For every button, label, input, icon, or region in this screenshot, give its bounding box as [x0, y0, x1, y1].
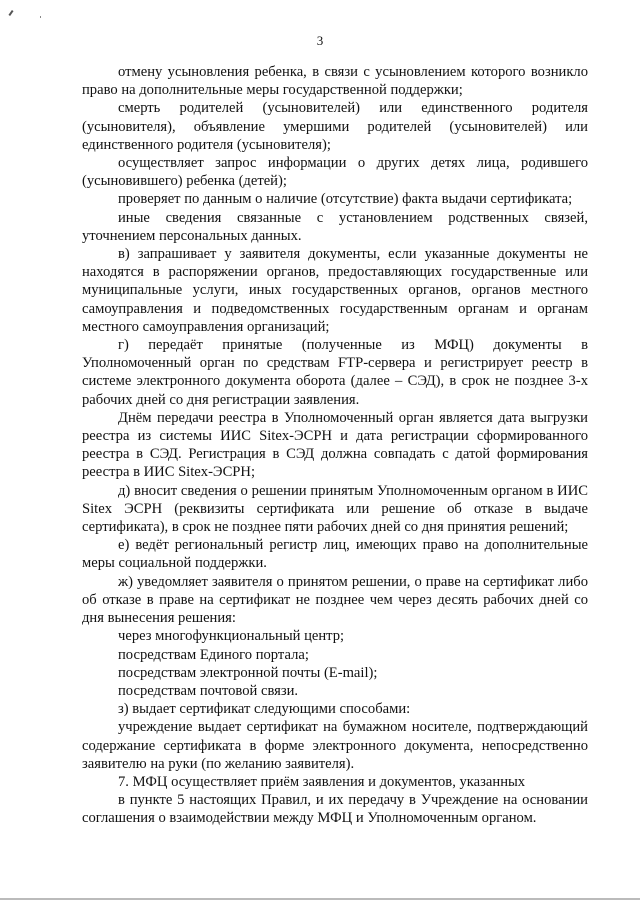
- page-number: 3: [316, 33, 324, 48]
- paragraph-item-v: в) запрашивает у заявителя документы, если указанные документы не находятся в распоряжении органов, предоставляющих государственные или муниципальные услуги, иных государственных органов, органов местного самоуправления и подведомственных государственным органам и органам местного самоуправления организаций;: [82, 246, 588, 335]
- paragraph-item-z: з) выдает сертификат следующими способами:: [118, 701, 411, 718]
- list-item-post: посредствам почтовой связи.: [118, 682, 299, 699]
- scan-artifact-mark: [8, 10, 13, 16]
- document-body: [82, 63, 588, 828]
- paragraph-item-g: г) передаёт принятые (полученные из МФЦ) документы в Уполномоченный орган по средствам FTP-сервера и регистрирует реестр в системе электронного документа оборота (далее – СЭД), в срок не позднее 3-х рабочих дней со дня регистрации заявления.: [82, 337, 588, 408]
- paragraph-item-d: д) вносит сведения о решении принятым Уполномоченным органом в ИИС Sitex ЭСРН (реквизиты сертификата или решение об отказе в выдаче сертификата), в срок не позднее пяти рабочих дней со дня принятия решений;: [82, 482, 588, 536]
- paragraph-section-7-continued: в пункте 5 настоящих Правил, и их передачу в Учреждение на основании соглашения о взаимодействии между МФЦ и Уполномоченным органом.: [82, 792, 588, 827]
- list-item-email: посредствам электронной почты (E-mail);: [118, 664, 378, 681]
- list-item-portal: посредствам Единого портала;: [118, 646, 309, 663]
- paragraph-certificate-check: проверяет по данным о наличие (отсутствие) факта выдачи сертификата;: [118, 191, 573, 208]
- paragraph-item-e: е) ведёт региональный регистр лиц, имеющих право на дополнительные меры социальной поддержки.: [82, 537, 588, 572]
- paragraph-certificate-issue: учреждение выдает сертификат на бумажном носителе, подтверждающий содержание сертификата в форме электронного документа, непосредственно заявителю на руки (по желанию заявителя).: [82, 719, 588, 772]
- paragraph-info-request: осуществляет запрос информации о других детях лица, родившего (усыновившего) ребенка (детей);: [82, 155, 588, 190]
- paragraph-section-7: 7. МФЦ осуществляет приём заявления и документов, указанных: [118, 773, 526, 790]
- list-item-mfc: через многофункциональный центр;: [118, 628, 345, 645]
- paragraph-parent-death: смерть родителей (усыновителей) или единственного родителя (усыновителя), объявление умершими родителей (усыновителей) или единственного родителя (усыновителя);: [82, 100, 588, 153]
- scan-artifact-dot: [40, 16, 41, 18]
- paragraph-adoption-cancellation: отмену усыновления ребенка, в связи с усыновлением которого возникло право на дополнительные меры государственной поддержки;: [82, 64, 588, 99]
- paragraph-other-info: иные сведения связанные с установлением родственных связей, уточнением персональных данных.: [82, 209, 588, 244]
- paragraph-registry-date: Днём передачи реестра в Уполномоченный орган является дата выгрузки реестра из системы ИИС Sitex-ЭСРН и дата регистрации сформированного реестра в СЭД. Регистрация в СЭД должна совпадать с датой формирования реестра в ИИС Sitex-ЭСРН;: [82, 409, 588, 481]
- scan-bottom-edge: [0, 898, 640, 900]
- paragraph-item-zh: ж) уведомляет заявителя о принятом решении, о праве на сертификат либо об отказе в праве на сертификат не позднее чем через десять рабочих дней со дня вынесения решения:: [82, 573, 588, 627]
